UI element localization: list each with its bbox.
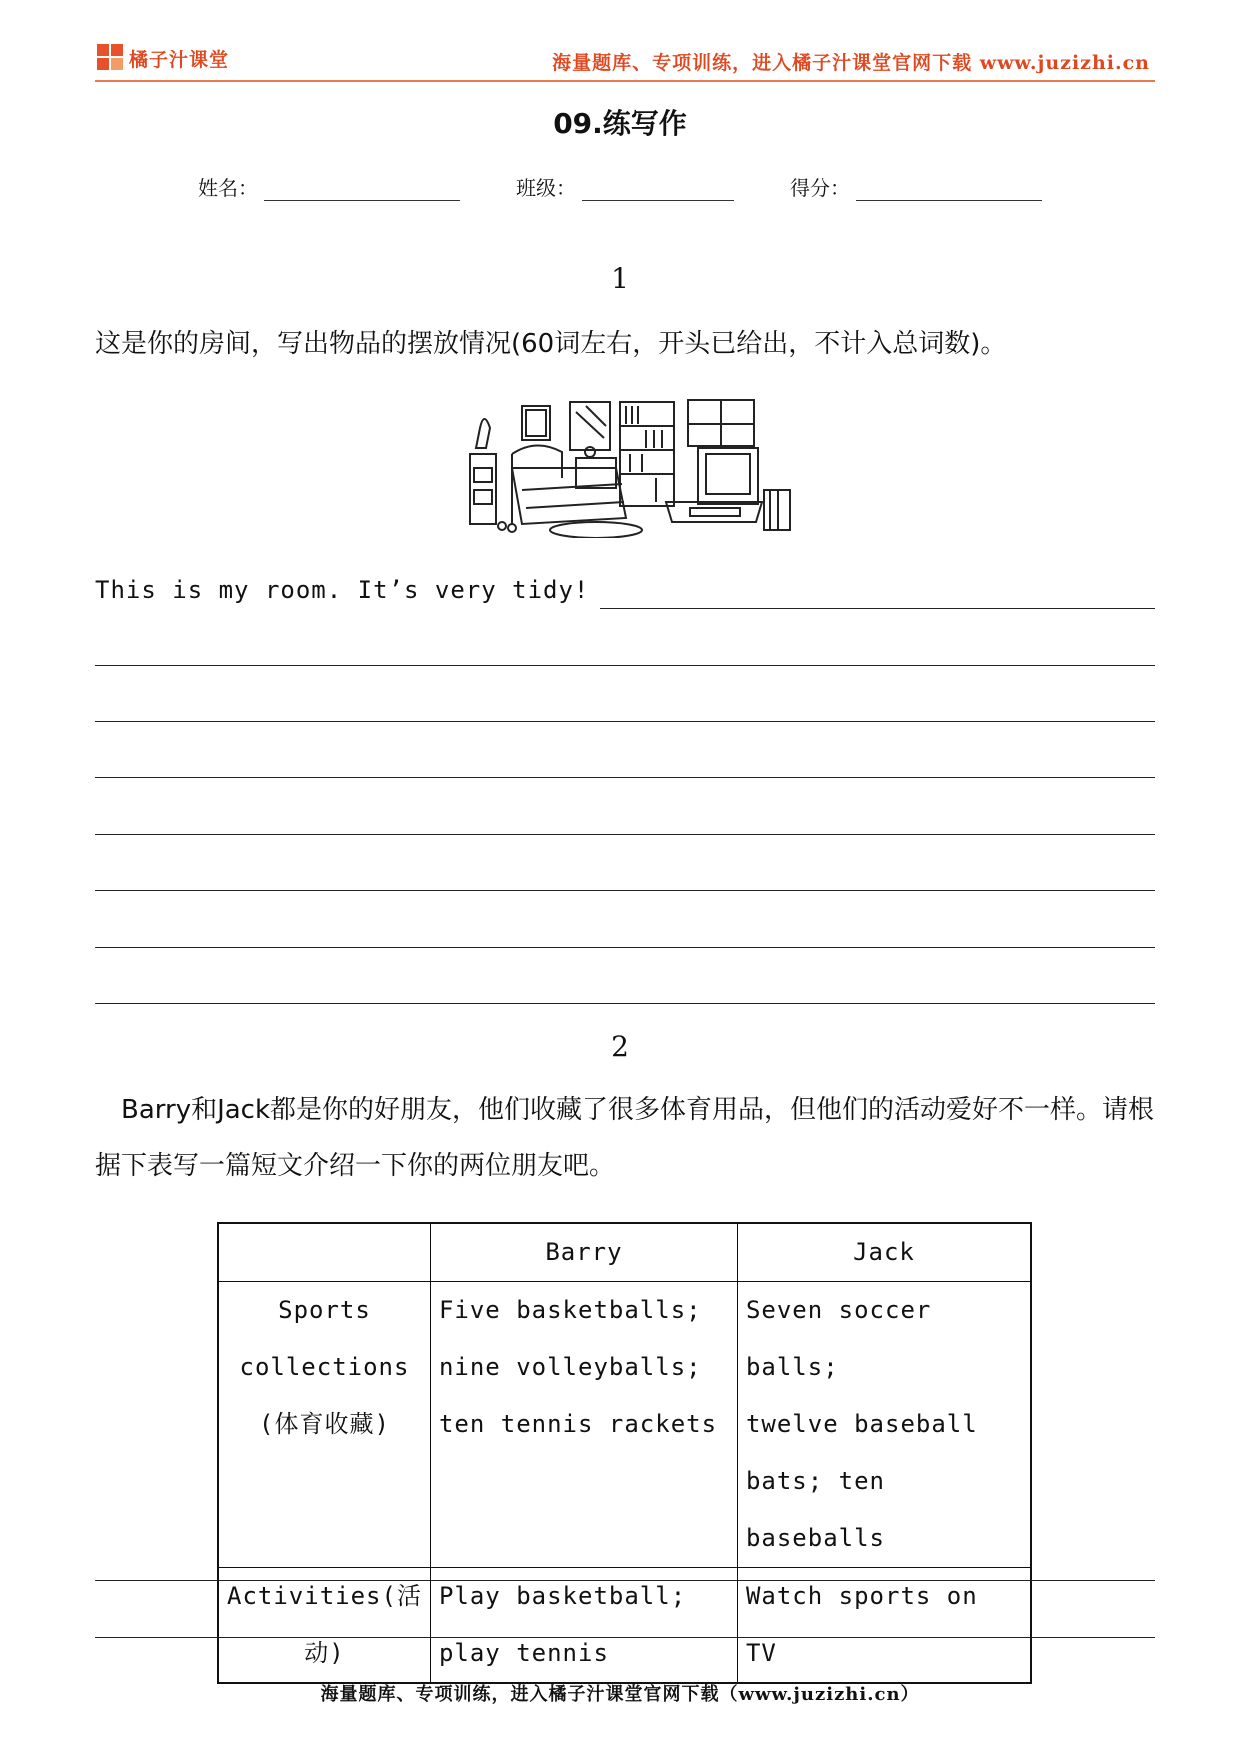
class-label: 班级： bbox=[516, 176, 576, 200]
name-label: 姓名： bbox=[198, 176, 258, 200]
score-label: 得分： bbox=[790, 176, 850, 200]
table-row bbox=[218, 1282, 1031, 1568]
writing-line[interactable] bbox=[95, 777, 1155, 778]
jack-activities: Watch sports on TV bbox=[737, 1568, 1031, 1684]
writing-line[interactable] bbox=[600, 608, 1155, 609]
score-field[interactable] bbox=[856, 176, 1042, 201]
table-row bbox=[218, 1568, 1031, 1684]
bedroom-illustration-icon bbox=[466, 398, 798, 538]
table-header-empty bbox=[218, 1223, 430, 1282]
writing-line[interactable] bbox=[95, 1580, 1155, 1581]
writing-line[interactable] bbox=[95, 834, 1155, 835]
question-1-starter: This is my room. It’s very tidy! bbox=[95, 576, 590, 604]
class-field[interactable] bbox=[582, 176, 734, 201]
friends-table bbox=[217, 1222, 1032, 1684]
writing-line[interactable] bbox=[95, 947, 1155, 948]
writing-line[interactable] bbox=[95, 721, 1155, 722]
question-2-prompt: Barry和Jack都是你的好朋友，他们收藏了很多体育用品，但他们的活动爱好不一样。请根据下表写一篇短文介绍一下你的两位朋友吧。 bbox=[95, 1095, 1155, 1181]
logo-icon bbox=[97, 44, 125, 72]
header-divider bbox=[95, 80, 1155, 82]
name-field[interactable] bbox=[264, 176, 460, 201]
writing-line[interactable] bbox=[95, 1003, 1155, 1004]
question-2-number: 2 bbox=[611, 1030, 629, 1063]
row-label-activities: Activities(活 动) bbox=[218, 1568, 430, 1684]
student-info bbox=[0, 172, 1240, 201]
jack-collections: Seven soccer balls; twelve baseball bats; ten baseballs bbox=[737, 1282, 1031, 1568]
table-header-barry: Barry bbox=[430, 1223, 737, 1282]
barry-activities: Play basketball; play tennis bbox=[430, 1568, 737, 1684]
page-title: 09.练写作 bbox=[553, 107, 687, 140]
question-1-prompt: 这是你的房间，写出物品的摆放情况(60词左右，开头已给出，不计入总词数)。 bbox=[95, 329, 1007, 359]
header-promo[interactable]: 海量题库、专项训练，进入橘子汁课堂官网下载 www.juzizhi.cn bbox=[552, 52, 1150, 74]
row-label-sports: Sports collections (体育收藏) bbox=[218, 1282, 430, 1568]
writing-line[interactable] bbox=[95, 665, 1155, 666]
question-1-number: 1 bbox=[611, 262, 629, 295]
writing-line[interactable] bbox=[95, 1637, 1155, 1638]
table-header-jack: Jack bbox=[737, 1223, 1031, 1282]
writing-line[interactable] bbox=[95, 890, 1155, 891]
logo-text: 橘子汁课堂 bbox=[129, 48, 230, 71]
site-logo bbox=[97, 44, 229, 72]
footer-promo[interactable]: 海量题库、专项训练，进入橘子汁课堂官网下载（www.juzizhi.cn） bbox=[320, 1684, 920, 1705]
barry-collections: Five basketballs; nine volleyballs; ten tennis rackets bbox=[430, 1282, 737, 1568]
